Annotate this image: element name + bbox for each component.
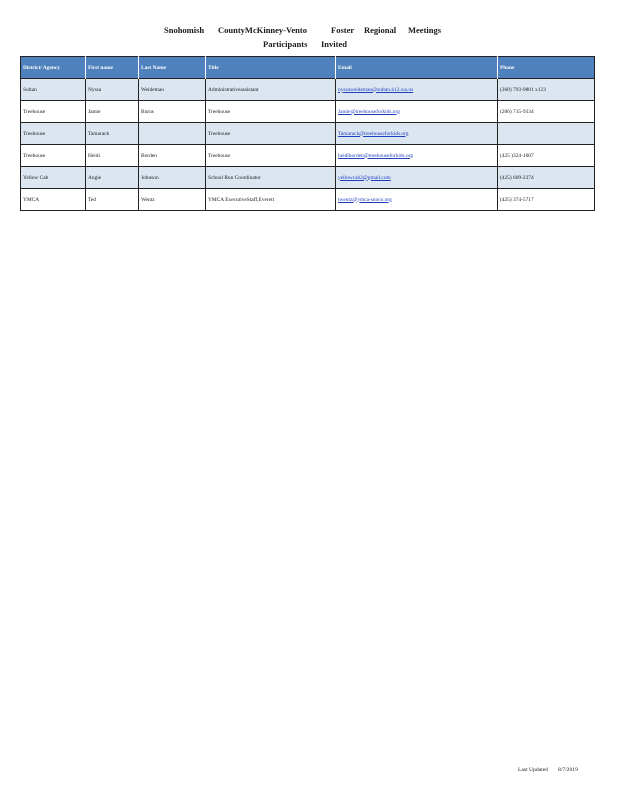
cell-phone bbox=[498, 123, 595, 145]
cell-last-name: Burns bbox=[139, 101, 206, 123]
cell-email-link[interactable]: Tamarack@treehouseforkids.org bbox=[336, 123, 498, 145]
last-updated-date: 8/7/2019 bbox=[557, 767, 578, 773]
cell-last-name: Wentz bbox=[139, 189, 206, 211]
cell-phone: (360) 793-9801 x123 bbox=[498, 79, 595, 101]
cell-district: Treehouse bbox=[21, 101, 86, 123]
cell-first-name: Angie bbox=[86, 167, 139, 189]
cell-title: Treehouse bbox=[206, 145, 336, 167]
column-header-first-name: First name bbox=[86, 57, 139, 79]
cell-district: Treehouse bbox=[21, 123, 86, 145]
column-header-last-name: Last Name bbox=[139, 57, 206, 79]
cell-title: YMCA ExecutiveStaff,Everett bbox=[206, 189, 336, 211]
cell-title: Administrativeassistant bbox=[206, 79, 336, 101]
title-word: Snohomish bbox=[164, 25, 205, 35]
column-header-email: Email bbox=[336, 57, 498, 79]
last-updated-footer bbox=[518, 767, 588, 773]
cell-title: School Run Coordinator bbox=[206, 167, 336, 189]
cell-email-link[interactable]: heidiborden@treehouseforkids.org bbox=[336, 145, 498, 167]
cell-phone: (425 )324-1607 bbox=[498, 145, 595, 167]
cell-phone: (425) 609-2374 bbox=[498, 167, 595, 189]
cell-district: Sultan bbox=[21, 79, 86, 101]
cell-last-name: Johnson bbox=[139, 167, 206, 189]
cell-phone: (425) 374-5717 bbox=[498, 189, 595, 211]
table-row bbox=[21, 145, 595, 167]
cell-email-link[interactable]: nyssaweideman@sultan.k12.wa.us bbox=[336, 79, 498, 101]
cell-district: Yellow Cab bbox=[21, 167, 86, 189]
table-row bbox=[21, 123, 595, 145]
cell-first-name: Ted bbox=[86, 189, 139, 211]
cell-district: YMCA bbox=[21, 189, 86, 211]
participants-table bbox=[20, 56, 595, 211]
cell-last-name: Borden bbox=[139, 145, 206, 167]
table-header-row bbox=[21, 57, 595, 79]
last-updated-label: Last Updated bbox=[518, 767, 548, 773]
cell-first-name: Heidi bbox=[86, 145, 139, 167]
table-row bbox=[21, 101, 595, 123]
table-row bbox=[21, 167, 595, 189]
title-word: CountyMcKinney-Vento bbox=[218, 25, 307, 35]
title-word: Regional bbox=[364, 25, 397, 35]
cell-email-link[interactable]: twentz@ymca-snoco.org bbox=[336, 189, 498, 211]
cell-last-name bbox=[139, 123, 206, 145]
title-word: Invited bbox=[321, 39, 347, 49]
document-title-line-2 bbox=[0, 39, 618, 51]
title-word: Foster bbox=[331, 25, 355, 35]
cell-email-link[interactable]: Jamie@treehouseforkids.org bbox=[336, 101, 498, 123]
cell-last-name: Weideman bbox=[139, 79, 206, 101]
table-row bbox=[21, 79, 595, 101]
cell-phone: (206) 715-9334 bbox=[498, 101, 595, 123]
column-header-district: District/ Agency bbox=[21, 57, 86, 79]
title-word: Participants bbox=[263, 39, 308, 49]
cell-district: Treehouse bbox=[21, 145, 86, 167]
table-row bbox=[21, 189, 595, 211]
title-word: Meetings bbox=[408, 25, 442, 35]
column-header-phone: Phone bbox=[498, 57, 595, 79]
cell-first-name: Tamarack bbox=[86, 123, 139, 145]
cell-email-link[interactable]: yellowcab2@gmail.com bbox=[336, 167, 498, 189]
cell-title: Treehouse bbox=[206, 123, 336, 145]
cell-first-name: Jamie bbox=[86, 101, 139, 123]
document-title-line-1 bbox=[0, 25, 618, 37]
column-header-title: Title bbox=[206, 57, 336, 79]
cell-first-name: Nyssa bbox=[86, 79, 139, 101]
cell-title: Treehouse bbox=[206, 101, 336, 123]
